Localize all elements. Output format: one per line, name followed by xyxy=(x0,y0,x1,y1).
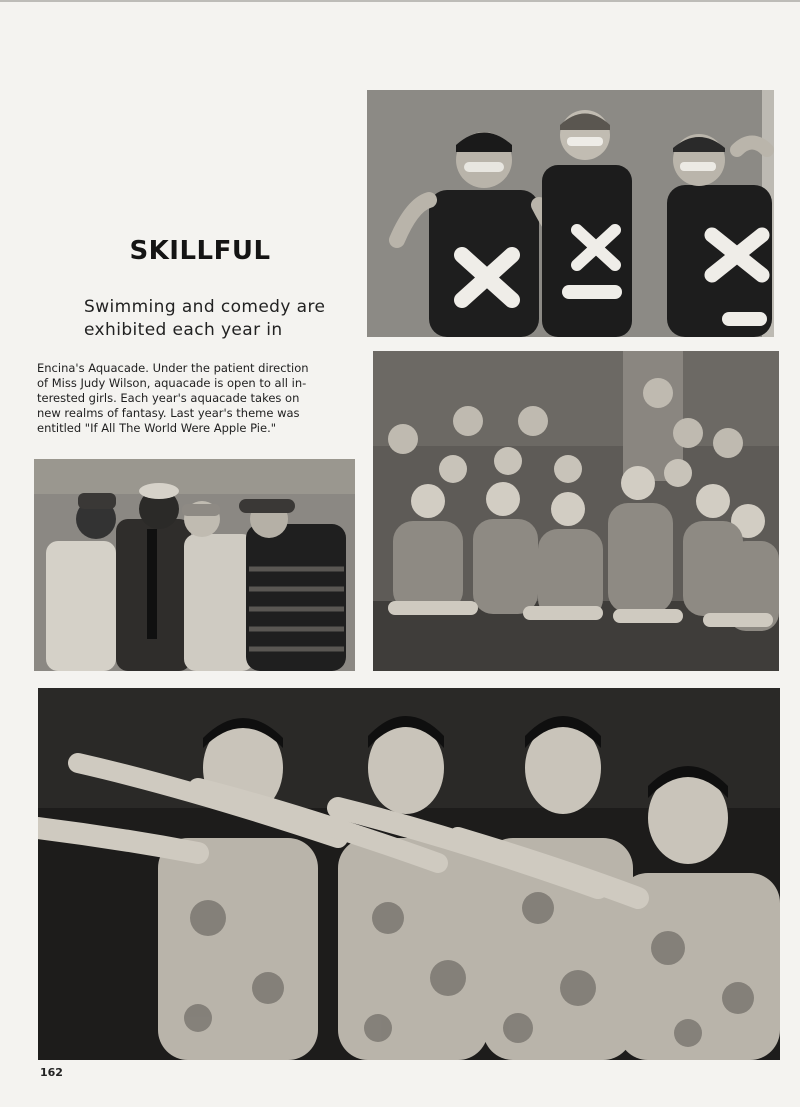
page-headline: SKILLFUL xyxy=(129,236,271,266)
page-number: 162 xyxy=(40,1066,63,1079)
photo-costumed-group xyxy=(373,351,779,671)
lead-line: exhibited each year in xyxy=(84,320,283,340)
body-paragraph xyxy=(37,361,355,436)
body-line: of Miss Judy Wilson, aquacade is open to all in- xyxy=(37,376,307,390)
photo-tramp-performers xyxy=(34,459,355,671)
body-line: Encina's Aquacade. Under the patient direction xyxy=(37,361,309,375)
body-line: terested girls. Each year's aquacade takes on xyxy=(37,391,300,405)
lead-line: Swimming and comedy are xyxy=(84,297,326,317)
body-line: new realms of fantasy. Last year's theme was xyxy=(37,406,300,420)
photo-crossbones-swimmers xyxy=(367,90,774,337)
photo-floral-swimmers xyxy=(38,688,780,1060)
lead-paragraph xyxy=(84,296,354,342)
body-line: entitled "If All The World Were Apple Pie." xyxy=(37,421,277,435)
